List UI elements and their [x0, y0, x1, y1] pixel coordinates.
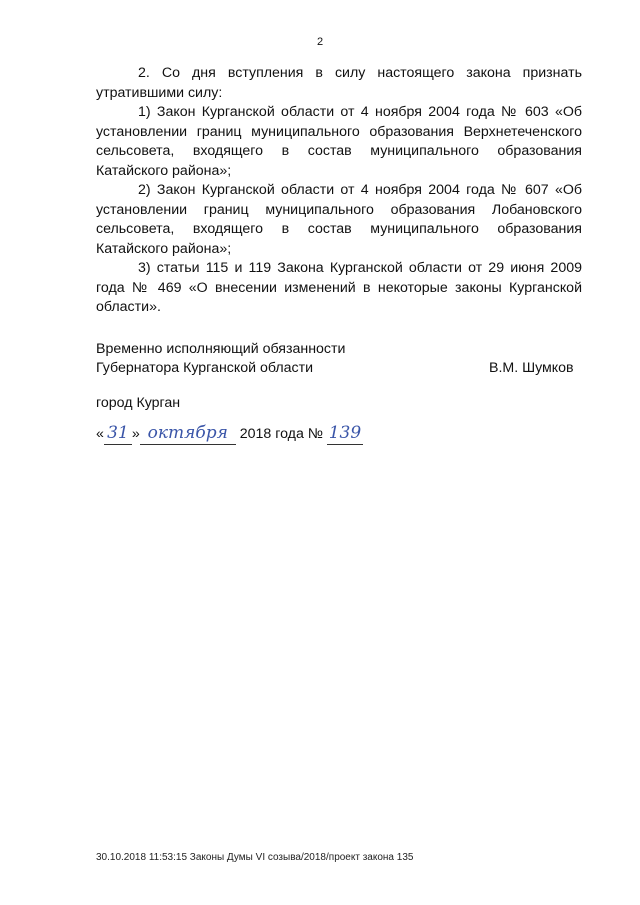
signatory-title-line2: Губернатора Курганской области — [96, 360, 314, 376]
paragraph-item-3: 3) статьи 115 и 119 Закона Курганской области от 29 июня 2009 года № 469 «О внесении изменений в некоторые законы Курганской области». — [96, 260, 582, 315]
page-number: 2 — [316, 36, 324, 48]
city: город Курган — [96, 395, 181, 411]
footer-filepath: 30.10.2018 11:53:15 Законы Думы VI созыва/2018/проект закона 135 — [96, 852, 414, 863]
open-quote: « — [96, 426, 104, 442]
law-text — [96, 64, 582, 318]
close-quote: » — [131, 426, 140, 442]
paragraph-item-1: 1) Закон Курганской области от 4 ноября 2004 года № 603 «Об установлении границ муниципального образования Верхнетеченского сельсовета, входящего в состав муниципального образования Катайского района»; — [96, 104, 582, 179]
paragraph-repeal: 2. Со дня вступления в силу настоящего закона признать утратившими силу: — [96, 65, 582, 101]
date-line — [96, 424, 363, 445]
handwritten-number: 139 — [328, 423, 362, 443]
year-text: 2018 года № — [239, 426, 324, 442]
signatory-name: В.М. Шумков — [489, 360, 574, 376]
paragraph-item-2: 2) Закон Курганской области от 4 ноября 2004 года № 607 «Об установлении границ муниципального образования Лобановского сельсовета, входящего в состав муниципального образования Катайского района»; — [96, 182, 582, 257]
signatory-title-line1: Временно исполняющий обязанности — [96, 341, 346, 357]
handwritten-month: октября — [140, 424, 236, 445]
handwritten-day: 31 — [104, 424, 132, 445]
